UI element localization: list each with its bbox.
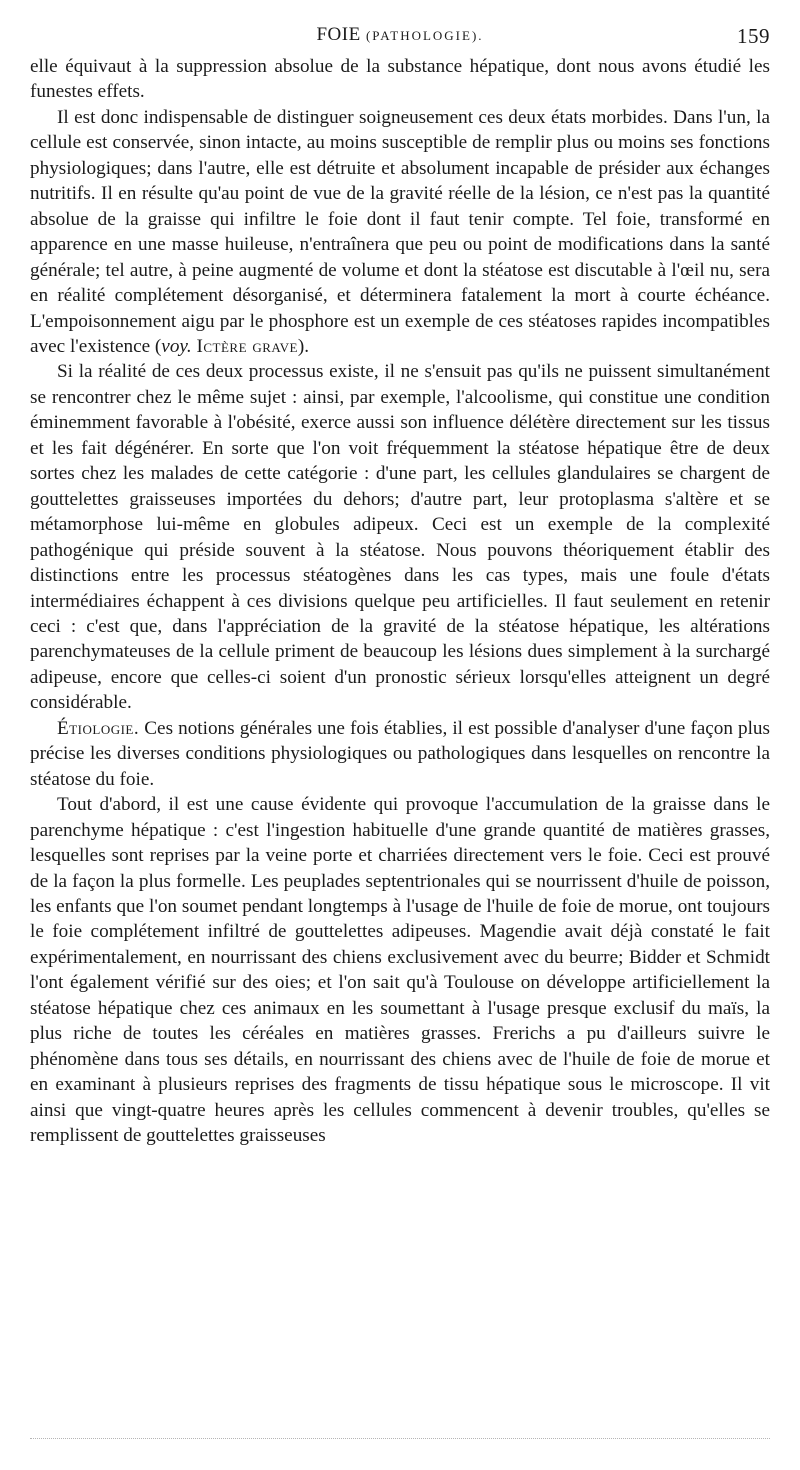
etiology-text: Ces notions générales une fois établies, il est possible d'analyser d'une façon plus précise les diverses conditions physiologiques ou pathologiques dans lesquelles on rencontre la stéatose du foie. xyxy=(30,717,770,790)
paragraph-distinction-end: ). xyxy=(297,335,310,357)
page-number: 159 xyxy=(737,24,770,48)
paragraph-causes: Tout d'abord, il est une cause évidente qui provoque l'accumulation de la graisse dans le parenchyme hépatique : c'est l'ingestion habituelle d'une grande quantité de matières grasses, lesquelles sont reprises par la veine porte et charriées directement vers le foie. Ceci est prouvé de la façon la plus formelle. Les peuplades septentrionales qui se nourrissent d'huile de poisson, les enfants que l'on soumet pendant longtemps à l'usage de l'huile de foie de morue, ont toujours le foie complétement infiltré de gouttelettes adipeuses. Magendie avait déjà constaté le fait expérimentalement, en nourrissant des chiens exclusivement avec du beurre; Bidder et Schmidt l'ont également vérifié sur des oies; et l'on sait qu'à Toulouse on développe artificiellement la stéatose hépatique chez ces animaux en les soumettant à l'usage presque exclusif du maïs, la plus riche de toutes les céréales en matières grasses. Frerichs a pu d'ailleurs suivre le phénomène dans tous ses détails, en nourrissant des chiens avec de l'huile de foie de morue et en examinant à plusieurs reprises des fragments de tissu hépatique sous le microscope. Il vit ainsi que vingt-quatre heures après les cellules commencent à devenir troubles, qu'elles se remplissent de gouttelettes graisseuses xyxy=(30,794,770,1147)
paragraph-distinction-text: Il est donc indispensable de distinguer soigneusement ces deux états morbides. Dans l'un, la cellule est conservée, sinon intacte, au moins susceptible de remplir plus ou moins ses fonctions physiologiques; dans l'autre, elle est détruite et absolument incapable de présider aux échanges nutritifs. Il en résulte qu'au point de vue de la gravité réelle de la lésion, ce n'est pas la quantité absolue de la graisse qui infiltre le foie dont il faut tenir compte. Tel foie, transformé en apparence en une masse huileuse, n'entraînera que peu ou point de modifications dans la santé générale; tel autre, à peine augmenté de volume et dont la stéatose est discutable à l'œil nu, sera en réalité complétement désorganisé, et déterminera fatalement la mort à courte échéance. L'empoisonnement aigu par le phosphore est un exemple de ces stéatoses rapides incompatibles avec l'existence ( xyxy=(30,106,770,357)
paragraph-distinction xyxy=(30,105,770,360)
running-title xyxy=(316,24,483,46)
body-text xyxy=(30,54,770,1148)
paragraph-continuation: elle équivaut à la suppression absolue de la substance hépatique, dont nous avons étudié les funestes effets. xyxy=(30,56,770,103)
running-title-sub: (PATHOLOGIE). xyxy=(365,28,484,43)
etiology-heading: Étiologie. xyxy=(57,717,140,739)
paragraph-processes: Si la réalité de ces deux processus existe, il ne s'ensuit pas qu'ils ne puissent simultanément se rencontrer chez le même sujet : ainsi, par exemple, l'alcoolisme, qui constitue une condition éminemment favorable à l'obésité, exerce aussi son influence délétère directement sur les tissus et les fait dégénérer. En sorte que l'on voit fréquemment la stéatose hépatique être de deux sortes chez les malades de cette catégorie : d'une part, les cellules glandulaires se chargent de gouttelettes graisseuses importées du dehors; d'autre part, leur protoplasma s'altère et se métamorphose lui-même en globules adipeux. Ceci est un exemple de la complexité pathogénique qui préside souvent à la stéatose. Nous pouvons théoriquement établir des distinctions entre les processus stéatogènes dans les cas types, mais une foule d'états intermédiaires échappent à ces divisions quelque peu artificielles. Il faut seulement en retenir ceci : c'est que, dans l'appréciation de la gravité de la stéatose hépatique, les altérations parenchymateuses de la cellule priment de beaucoup les lésions dues simplement à la surchargé adipeuse, encore que celles-ci soient d'un pronostic sérieux lorsqu'elles atteignent un degré considérable. xyxy=(30,361,770,714)
running-title-main: FOIE xyxy=(316,24,361,45)
icterus-reference: Ictère grave xyxy=(196,335,298,357)
footer-rule xyxy=(30,1438,770,1439)
voy-reference: voy. xyxy=(161,335,192,357)
book-page xyxy=(30,24,770,1148)
running-head xyxy=(30,24,770,54)
paragraph-etiology xyxy=(30,716,770,792)
